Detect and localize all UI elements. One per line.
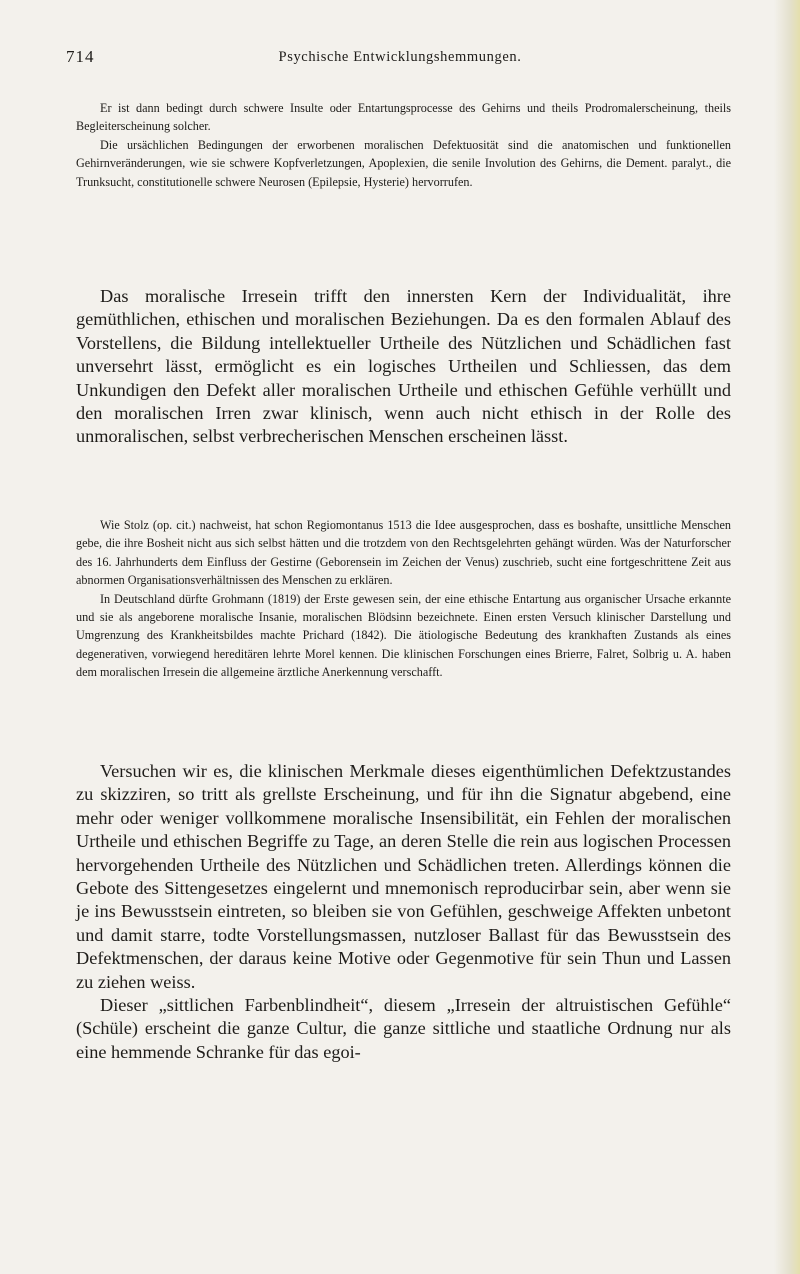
notes-paragraph-1: Wie Stolz (op. cit.) nachweist, hat schon Regiomontanus 1513 die Idee ausgesprochen, dass es boshafte, unsittliche Menschen gebe, die ihre Bosheit nicht aus sich selbst hätten und die trotzdem von den Rechtsgelehrten gehängt würden. Was der Naturforscher des 16. Jahrhunderts dem Einfluss der Gestirne (Geborensein im Zeichen der Venus) zuschrieb, sucht eine fortgeschrittene Zeit aus abnormen Organisationsverhältnissen des Menschen zu erklären.	[76, 518, 731, 588]
main-paragraph-3: Dieser „sittlichen Farbenblindheit“, diesem „Irresein der altruistischen Gefühle“ (Schüle) erscheint die ganze Cultur, die ganze sittliche und staatliche Ordnung nur als eine hemmende Schranke für das egoi-	[76, 995, 731, 1062]
page-edge-shadow	[774, 0, 800, 1274]
main-paragraph-2: Versuchen wir es, die klinischen Merkmale dieses eigenthümlichen Defektzustandes zu skizziren, so tritt als grellste Erscheinung, und für ihn die Signatur abgebend, eine mehr oder weniger vollkommene moralische Insensibilität, ein Fehlen der moralischen Urtheile und ethischen Begriffe zu Tage, an deren Stelle die rein aus logischen Processen hervorgehenden Urtheile des Nützlichen und Schädlichen treten. Allerdings können die Gebote des Sittengesetzes eingelernt und mnemonisch reproducirbar sein, aber wenn sie je ins Bewusstsein eintreten, so bleiben sie von Gefühlen, geschweige Affekten unbetont und damit starre, todte Vorstellungsmassen, nutzloser Ballast für das Bewusstsein des Defektmenschen, der daraus keine Motive oder Gegenmotive für sein Thun und Lassen zu ziehen weiss.	[76, 761, 731, 992]
intro-paragraph-1: Er ist dann bedingt durch schwere Insulte oder Entartungsprocesse des Gehirns und theils Prodromalerscheinung, theils Begleiterscheinung solcher.	[76, 101, 731, 134]
intro-small-text	[76, 99, 731, 191]
running-title: Psychische Entwicklungshemmungen.	[278, 49, 522, 65]
intro-paragraph-2: Die ursächlichen Bedingungen der erworbenen moralischen Defektuosität sind die anatomischen und funktionellen Gehirnveränderungen, wie sie schwere Kopfverletzungen, Apoplexien, die senile Involution des Gehirns, die Dement. paralyt., die Trunksucht, constitutionelle schwere Neurosen (Epilepsie, Hysterie) hervorrufen.	[76, 137, 731, 189]
page-number: 714	[66, 47, 95, 66]
historical-notes	[76, 516, 731, 682]
main-text-section-1	[76, 285, 731, 449]
main-paragraph-1: Das moralische Irresein trifft den innersten Kern der Individualität, ihre gemüthlichen, ethischen und moralischen Beziehungen. Da es den formalen Ablauf des Vorstellens, die Bildung intellektueller Urtheile des Nützlichen und Schädlichen fast unversehrt lässt, ermöglicht es ein logisches Urtheilen und Schliessen, das dem Unkundigen den Defekt aller moralischen Urtheile und ethischen Gefühle verhüllt und den moralischen Irren zwar klinisch, wenn auch nicht ethisch in der Rolle des unmoralischen, selbst verbrecherischen Menschen erscheinen lässt.	[76, 286, 731, 447]
main-text-section-2	[76, 760, 731, 1064]
page-header	[0, 47, 800, 75]
notes-paragraph-2: In Deutschland dürfte Grohmann (1819) der Erste gewesen sein, der eine ethische Entartung aus organischer Ursache erkannte und sie als angeborene moralische Insanie, moralischen Blödsinn bezeichnete. Einen ersten Versuch klinischer Darstellung und Umgrenzung des Krankheitsbildes machte Prichard (1842). Die ätiologische Bedeutung des krankhaften Zustands als eines degenerativen, vorwiegend hereditären lehrte Morel kennen. Die klinischen Forschungen eines Brierre, Falret, Solbrig u. A. haben dem moralischen Irresein die allgemeine ärztliche Anerkennung verschafft.	[76, 591, 731, 680]
